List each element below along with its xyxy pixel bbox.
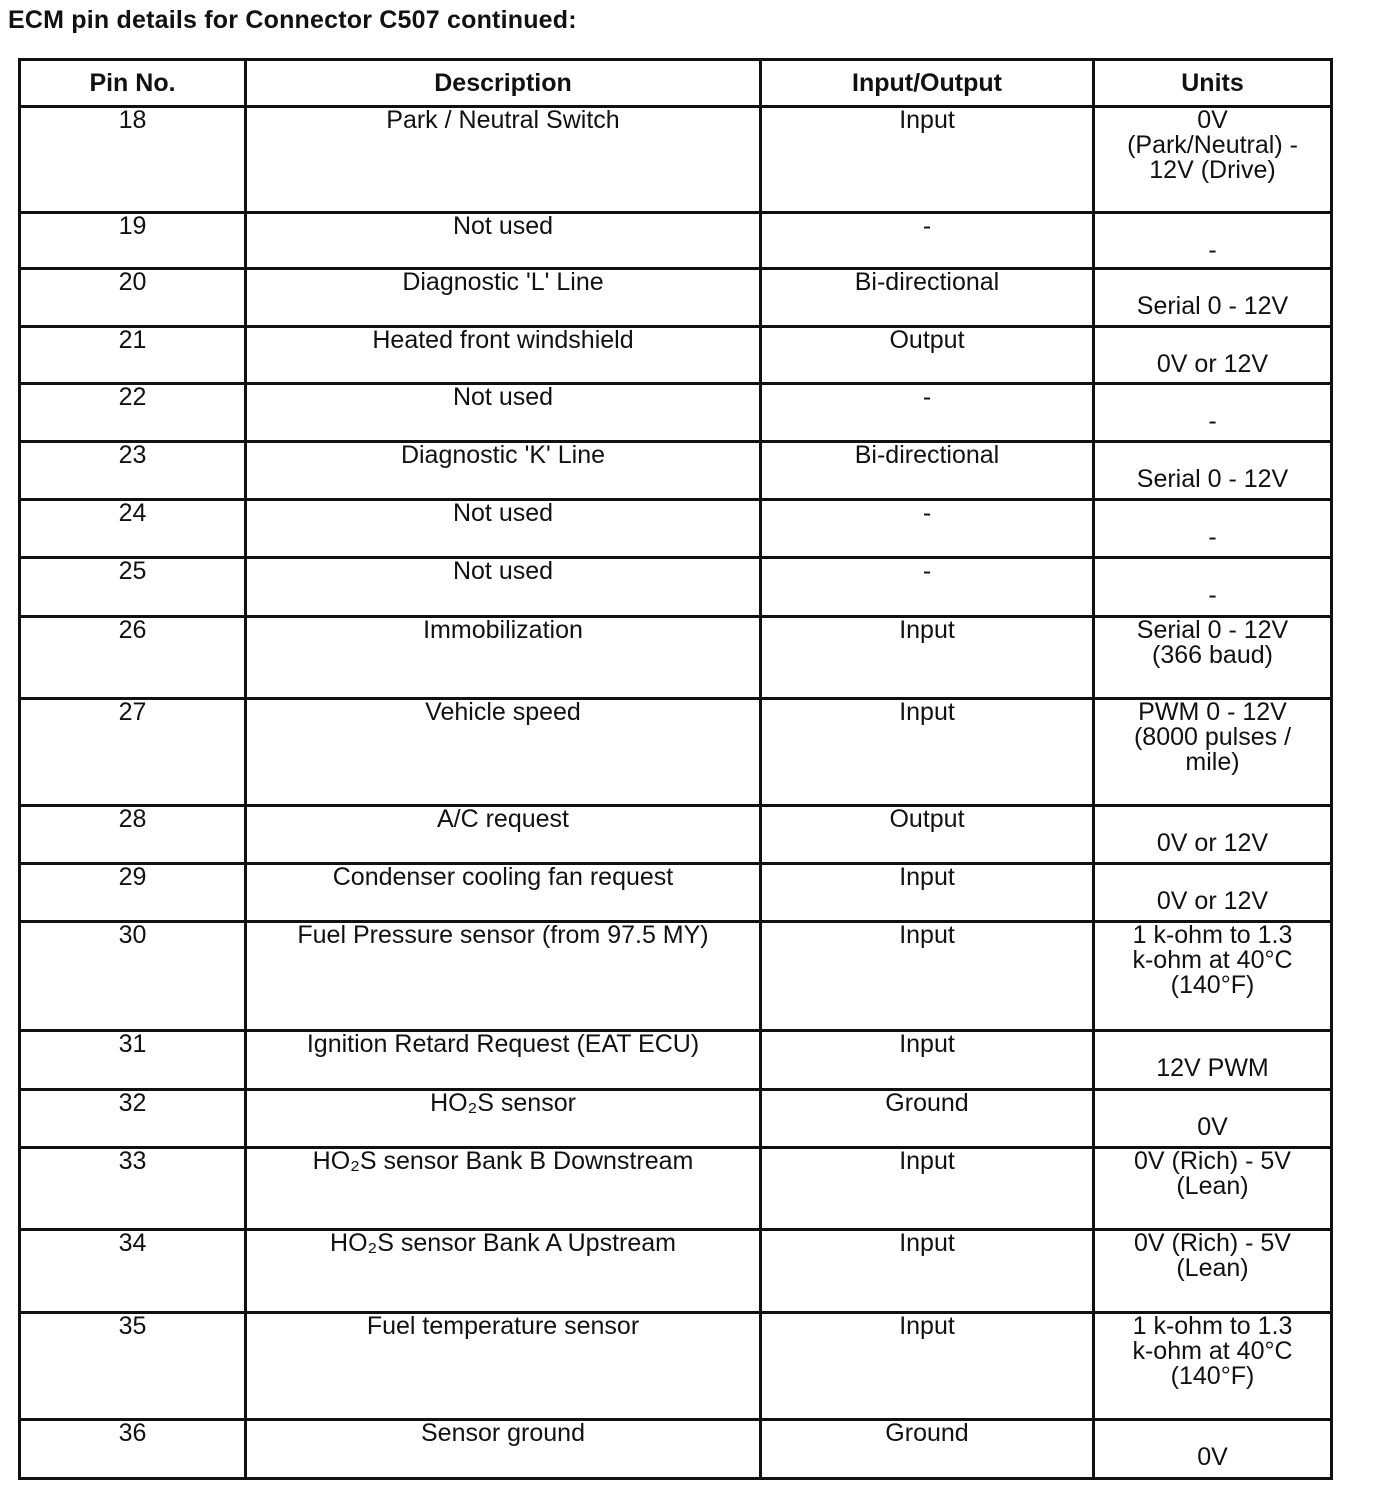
pin-cell: 32: [20, 1090, 246, 1148]
units-cell: [1094, 699, 1332, 806]
table-row: [20, 1313, 1332, 1420]
units-cell: [1094, 384, 1332, 442]
header-input-output: Input/Output: [761, 60, 1094, 107]
units-line: 12V PWM: [1156, 1054, 1269, 1082]
units-cell: [1094, 1313, 1332, 1420]
units-line: 12V (Drive): [1149, 156, 1276, 184]
description-cell: HO₂S sensor Bank B Downstream: [246, 1148, 761, 1230]
input-output-cell: Input: [761, 1230, 1094, 1313]
units-line: (8000 pulses /: [1133, 723, 1292, 751]
units-line: 0V or 12V: [1156, 887, 1269, 915]
pin-cell: 20: [20, 269, 246, 327]
pin-cell: 19: [20, 213, 246, 269]
pin-cell: 31: [20, 1031, 246, 1090]
description-cell: Diagnostic 'L' Line: [246, 269, 761, 327]
description-cell: HO₂S sensor Bank A Upstream: [246, 1230, 761, 1313]
input-output-cell: Input: [761, 864, 1094, 922]
units-cell: [1094, 806, 1332, 864]
input-output-cell: Output: [761, 806, 1094, 864]
units-line: 0V or 12V: [1156, 350, 1269, 378]
input-output-cell: Input: [761, 617, 1094, 699]
table-row: [20, 922, 1332, 1031]
description-cell: Not used: [246, 558, 761, 617]
units-line: (Lean): [1176, 1254, 1249, 1282]
units-line: -: [1208, 581, 1217, 609]
pin-cell: 26: [20, 617, 246, 699]
input-output-cell: Input: [761, 1313, 1094, 1420]
units-line: -: [1208, 407, 1217, 435]
description-cell: Condenser cooling fan request: [246, 864, 761, 922]
input-output-cell: Bi-directional: [761, 269, 1094, 327]
table-row: [20, 806, 1332, 864]
description-cell: Fuel temperature sensor: [246, 1313, 761, 1420]
description-cell: Park / Neutral Switch: [246, 107, 761, 213]
units-line: (140°F): [1170, 1362, 1255, 1390]
units-cell: [1094, 500, 1332, 558]
table-row: [20, 1031, 1332, 1090]
pin-cell: 23: [20, 442, 246, 500]
input-output-cell: Bi-directional: [761, 442, 1094, 500]
table-row: [20, 699, 1332, 806]
units-cell: [1094, 1090, 1332, 1148]
table-row: [20, 864, 1332, 922]
units-cell: [1094, 558, 1332, 617]
input-output-cell: Input: [761, 922, 1094, 1031]
units-line: mile): [1185, 748, 1240, 776]
table-row: [20, 269, 1332, 327]
table-row: [20, 1148, 1332, 1230]
table-row: [20, 500, 1332, 558]
table-row: [20, 1230, 1332, 1313]
units-line: 0V (Rich) - 5V: [1134, 1229, 1291, 1257]
input-output-cell: -: [761, 213, 1094, 269]
header-pin-no: Pin No.: [20, 60, 246, 107]
pin-cell: 18: [20, 107, 246, 213]
units-line: (140°F): [1170, 971, 1255, 999]
units-line: Serial 0 - 12V: [1136, 616, 1289, 644]
table-row: [20, 1090, 1332, 1148]
table-row: [20, 213, 1332, 269]
pin-cell: 21: [20, 327, 246, 384]
pin-cell: 27: [20, 699, 246, 806]
table-header-row: [20, 60, 1332, 107]
units-line: (366 baud): [1152, 641, 1273, 669]
pin-cell: 34: [20, 1230, 246, 1313]
pin-cell: 35: [20, 1313, 246, 1420]
input-output-cell: Input: [761, 699, 1094, 806]
units-line: k-ohm at 40°C: [1132, 1337, 1293, 1365]
pin-cell: 29: [20, 864, 246, 922]
pin-cell: 24: [20, 500, 246, 558]
table-row: [20, 1420, 1332, 1479]
units-cell: [1094, 1230, 1332, 1313]
units-line: -: [1208, 236, 1217, 264]
description-cell: HO₂S sensor: [246, 1090, 761, 1148]
units-line: 0V: [1197, 1443, 1228, 1471]
units-line: 1 k-ohm to 1.3: [1132, 1312, 1293, 1340]
description-cell: A/C request: [246, 806, 761, 864]
input-output-cell: -: [761, 500, 1094, 558]
units-line: PWM 0 - 12V: [1138, 698, 1287, 726]
input-output-cell: Input: [761, 1148, 1094, 1230]
units-cell: [1094, 269, 1332, 327]
units-cell: [1094, 1148, 1332, 1230]
description-cell: Ignition Retard Request (EAT ECU): [246, 1031, 761, 1090]
page-title: ECM pin details for Connector C507 continued:: [8, 6, 577, 34]
table-row: [20, 384, 1332, 442]
description-cell: Sensor ground: [246, 1420, 761, 1479]
description-cell: Vehicle speed: [246, 699, 761, 806]
input-output-cell: Output: [761, 327, 1094, 384]
pin-cell: 33: [20, 1148, 246, 1230]
input-output-cell: Ground: [761, 1420, 1094, 1479]
input-output-cell: Ground: [761, 1090, 1094, 1148]
units-cell: [1094, 213, 1332, 269]
table-row: [20, 327, 1332, 384]
header-units: Units: [1094, 60, 1332, 107]
pin-cell: 28: [20, 806, 246, 864]
units-cell: [1094, 442, 1332, 500]
units-cell: [1094, 327, 1332, 384]
units-line: (Lean): [1176, 1172, 1249, 1200]
description-cell: Diagnostic 'K' Line: [246, 442, 761, 500]
units-cell: [1094, 922, 1332, 1031]
table-row: [20, 558, 1332, 617]
units-cell: [1094, 1031, 1332, 1090]
units-line: 0V or 12V: [1156, 829, 1269, 857]
pin-cell: 22: [20, 384, 246, 442]
description-cell: Heated front windshield: [246, 327, 761, 384]
units-cell: [1094, 864, 1332, 922]
description-cell: Not used: [246, 500, 761, 558]
table-row: [20, 617, 1332, 699]
units-cell: [1094, 1420, 1332, 1479]
units-line: 0V: [1197, 1113, 1228, 1141]
units-line: k-ohm at 40°C: [1132, 946, 1293, 974]
units-line: Serial 0 - 12V: [1136, 465, 1289, 493]
header-description: Description: [246, 60, 761, 107]
table-body: [20, 107, 1332, 1479]
units-cell: [1094, 617, 1332, 699]
description-cell: Not used: [246, 384, 761, 442]
units-line: 0V: [1197, 106, 1228, 134]
units-line: (Park/Neutral) -: [1127, 131, 1298, 159]
units-line: Serial 0 - 12V: [1136, 292, 1289, 320]
pin-cell: 30: [20, 922, 246, 1031]
description-cell: Not used: [246, 213, 761, 269]
table-row: [20, 107, 1332, 213]
units-line: 0V (Rich) - 5V: [1134, 1147, 1291, 1175]
description-cell: Immobilization: [246, 617, 761, 699]
pin-cell: 36: [20, 1420, 246, 1479]
units-cell: [1094, 107, 1332, 213]
input-output-cell: -: [761, 558, 1094, 617]
units-line: -: [1208, 523, 1217, 551]
input-output-cell: -: [761, 384, 1094, 442]
pin-details-table: [18, 58, 1333, 1480]
pin-cell: 25: [20, 558, 246, 617]
table-row: [20, 442, 1332, 500]
units-line: 1 k-ohm to 1.3: [1132, 921, 1293, 949]
description-cell: Fuel Pressure sensor (from 97.5 MY): [246, 922, 761, 1031]
input-output-cell: Input: [761, 1031, 1094, 1090]
input-output-cell: Input: [761, 107, 1094, 213]
